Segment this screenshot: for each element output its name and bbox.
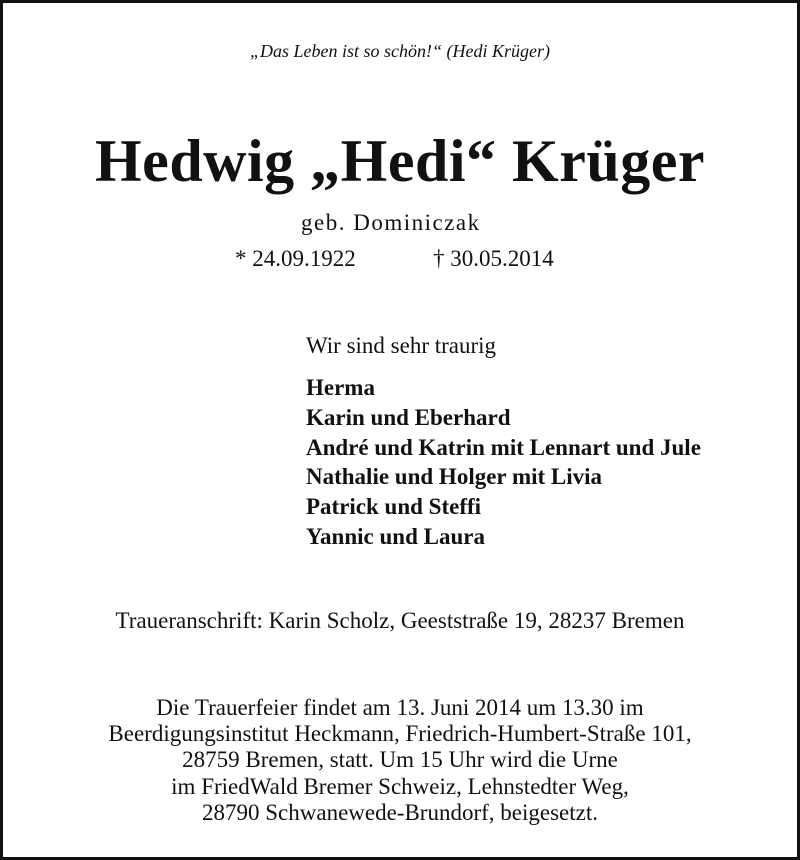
ceremony-line: im FriedWald Bremer Schweiz, Lehnstedter Weg,: [171, 773, 629, 799]
ceremony-line: 28790 Schwanewede-Brundorf, beigesetzt.: [202, 799, 598, 825]
ceremony-line: 28759 Bremen, statt. Um 15 Uhr wird die Urne: [182, 747, 618, 773]
death-date: † 30.05.2014: [433, 246, 554, 271]
mourner-name: Nathalie und Holger mit Livia: [306, 464, 603, 490]
mourners-list: [306, 373, 701, 552]
birth-name: geb. Dominiczak: [301, 210, 481, 235]
mourning-address: Traueranschrift: Karin Scholz, Geeststraße 19, 28237 Bremen: [115, 608, 685, 633]
deceased-name: Hedwig „Hedi“ Krüger: [95, 128, 705, 194]
ceremony-line: Die Trauerfeier findet am 13. Juni 2014 um 13.30 im: [156, 695, 644, 720]
mourning-intro: Wir sind sehr traurig: [306, 333, 497, 358]
birth-date: * 24.09.1922: [235, 246, 356, 271]
motto-quote: „Das Leben ist so schön!“ (Hedi Krüger): [250, 41, 550, 61]
ceremony-notice: [3, 695, 797, 826]
mourner-name: Yannic und Laura: [306, 523, 485, 549]
mourner-name: Patrick und Steffi: [306, 494, 482, 520]
ceremony-line: Beerdigungsinstitut Heckmann, Friedrich-Humbert-Straße 101,: [108, 721, 692, 747]
mourner-name: André und Katrin mit Lennart und Jule: [306, 434, 701, 460]
mourner-name: Herma: [306, 375, 375, 400]
mourner-name: Karin und Eberhard: [306, 404, 511, 430]
